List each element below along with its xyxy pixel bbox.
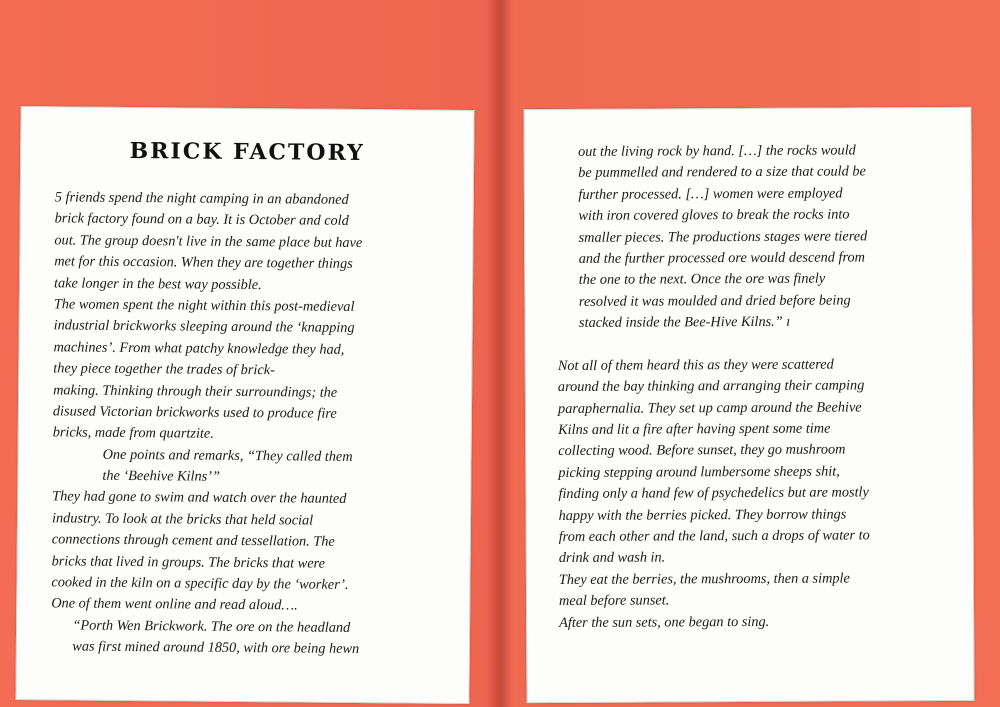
book-gutter [490,0,512,707]
text-line: They eat the berries, the mushrooms, then a simple [558,570,850,588]
text-line: be pummelled and rendered to a size that could be [556,163,866,182]
text-line: resolved it was moulded and dried before being [557,292,851,310]
text-line: finding only a hand few of psychedelics but are mostly [558,484,869,503]
text-line: “Porth Wen Brickwork. The ore on the headland [51,617,351,636]
text-line: met for this occasion. When they are together things [54,253,353,273]
text-line: They had gone to swim and watch over the haunted [52,488,347,508]
text-line: The women spent the night within this post-medieval [53,296,355,315]
text-line: the one to the next. Once the ore was finely [557,270,826,289]
text-line [558,333,869,356]
page-title: BRICK FACTORY [129,137,365,167]
text-line: out the living rock by hand. […] the rocks would [556,142,856,161]
text-line: connections through cement and tessellation. The [51,531,335,551]
text-line: bricks that lived in groups. The bricks that were [51,552,326,572]
text-line: smaller pieces. The productions stages were tiered [557,227,868,246]
text-line: from each other and the land, such a drops of water to [558,527,870,546]
right-page-body [557,140,871,634]
text-line: around the bay thinking and arranging their camping [557,377,865,396]
text-line: take longer in the best way possible. [53,274,262,293]
text-line: cooked in the kiln on a specific day by the ‘worker’. [51,574,349,593]
text-line: Kilns and lit a fire after having spent some time [558,420,831,439]
left-page-body [51,187,363,660]
text-line: they piece together the trades of brick- [53,360,275,379]
text-line: with iron covered gloves to break the rocks into [556,206,850,225]
text-line: industry. To look at the bricks that held social [51,510,314,529]
text-line: After the sun sets, one began to sing. [559,613,770,631]
text-line: stacked inside the Bee-Hive Kilns.” ı [557,313,791,332]
text-line: out. The group doesn't live in the same place but have [54,232,363,251]
text-line: picking stepping around lumbersome sheeps shit, [558,463,840,481]
text-line: brick factory found on a bay. It is October and cold [54,210,349,230]
text-line: bricks, made from quartzite. [52,424,214,443]
text-line: disused Victorian brickworks used to produce fire [52,403,337,422]
text-line: and the further processed ore would descend from [557,249,866,267]
text-line: One of them went online and read aloud…. [51,595,298,614]
text-line: paraphernalia. They set up camp around the Beehive [557,399,862,417]
text-line: making. Thinking through their surroundings; the [53,381,338,401]
text-line: the ‘Beehive Kilns’” [52,467,221,485]
text-line: drink and wash in. [558,549,666,567]
text-line: industrial brickworks sleeping around the ‘knapping [53,317,355,337]
right-page [523,107,974,703]
text-line: machines’. From what patchy knowledge they had, [53,339,345,358]
text-line: Not all of them heard this as they were scattered [557,356,834,374]
left-page [15,106,474,704]
text-line: happy with the berries picked. They borrow things [558,506,847,524]
text-line: 5 friends spend the night camping in an abandoned [54,189,349,208]
text-line: One points and remarks, “They called them [52,446,353,465]
text-line: was first mined around 1850, with ore being hewn [50,638,360,658]
text-line: collecting wood. Before sunset, they go mushroom [558,441,846,460]
text-line: meal before sunset. [558,592,670,610]
text-line: further processed. […] women were employed [556,185,843,203]
